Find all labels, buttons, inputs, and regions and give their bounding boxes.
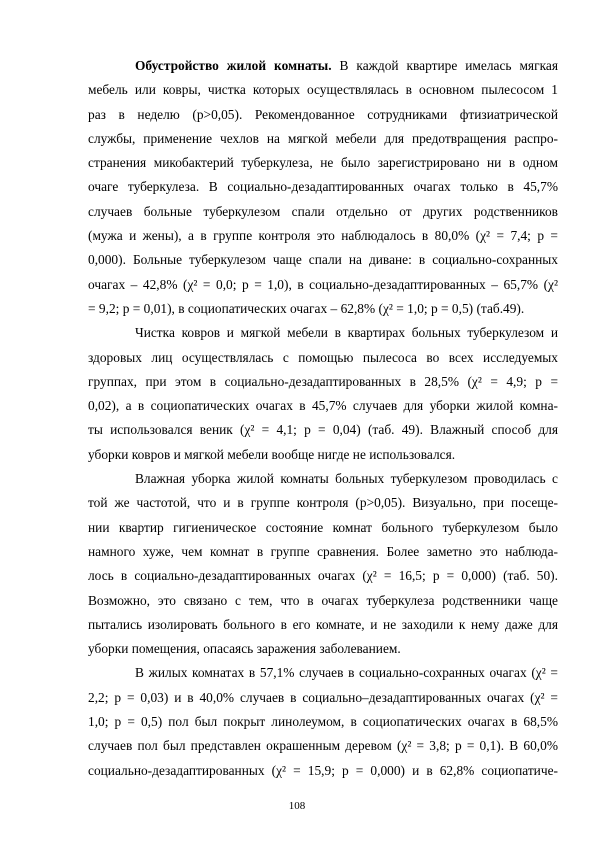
text-line: 1,0; р = 0,5) пол был покрыт линолеумом, в социопатических очагах в 68,5% <box>88 714 558 730</box>
text-line: раз в неделю (р>0,05). Рекомендованное сотрудниками фтизиатрической <box>88 106 558 122</box>
text-line: 0,02), а в социопатических очагах в 45,7% случаев для уборки жилой комна- <box>88 398 558 414</box>
text-line: случаев больные туберкулезом спали отдельно от других родственников <box>88 203 558 219</box>
section-heading: Обустройство жилой комнаты. <box>135 58 332 73</box>
text-line: пытались изолировать больного в его комнате, и не заходили к нему даже для <box>88 616 558 632</box>
text-line: уборки помещения, опасаясь заражения заболеванием. <box>88 641 401 657</box>
text-line: Чистка ковров и мягкой мебели в квартирах больных туберкулезом и <box>135 325 558 341</box>
text-line: (мужа и жены), а в группе контроля это наблюдалось в 80,0% (χ² = 7,4; р = <box>88 228 558 244</box>
text-line: лось в социально-дезадаптированных очагах (χ² = 16,5; р = 0,000) (таб. 50). <box>88 568 558 584</box>
text-line: = 9,2; р = 0,01), в социопатических очагах – 62,8% (χ² = 1,0; р = 0,5) (таб.49). <box>88 300 525 316</box>
text-line: Влажная уборка жилой комнаты больных туберкулезом проводилась с <box>135 471 558 487</box>
text-line: очаге туберкулеза. В социально-дезадаптированных очагах только в 45,7% <box>88 179 558 195</box>
text-line: намного хуже, чем комнат в группе сравнения. Более заметно это наблюда- <box>88 543 558 559</box>
text-line: здоровых лиц осуществлялась с помощью пылесоса во всех исследуемых <box>88 349 558 365</box>
text-line: социально-дезадаптированных (χ² = 15,9; р = 0,000) и в 62,8% социопатиче- <box>88 762 558 778</box>
page-number: 108 <box>288 800 306 812</box>
text-line: очагах – 42,8% (χ² = 0,0; р = 1,0), в социально-дезадаптированных – 65,7% (χ² <box>88 276 558 292</box>
text-line: странения микобактерий туберкулеза, не было зарегистрировано ни в одном <box>88 155 558 171</box>
text-line: той же частотой, что и в группе контроля (р>0,05). Визуально, при посеще- <box>88 495 558 511</box>
text-line: В жилых комнатах в 57,1% случаев в социально-сохранных очагах (χ² = <box>135 665 558 681</box>
text-line: ты использовался веник (χ² = 4,1; р = 0,04) (таб. 49). Влажный способ для <box>88 422 558 438</box>
text-line: Обустройство жилой комнаты. В каждой квартире имелась мягкая <box>135 58 558 73</box>
body-text <box>88 54 558 783</box>
text-line: 0,000). Больные туберкулезом чаще спали на диване: в социально-сохранных <box>88 252 558 268</box>
text-line: 2,2; р = 0,03) и в 40,0% случаев в социально–дезадаптированных очагах (χ² = <box>88 689 558 705</box>
text-line: мебель или ковры, чистка которых осуществлялась в основном пылесосом 1 <box>88 82 558 98</box>
text-line: группах, при этом в социально-дезадаптированных в 28,5% (χ² = 4,9; р = <box>88 373 558 389</box>
text-line: Возможно, это связано с тем, что в очагах туберкулеза родственники чаще <box>88 592 558 608</box>
text-line: службы, применение чехлов на мягкой мебели для предотвращения распро- <box>88 130 558 146</box>
text-line: случаев пол был представлен окрашенным деревом (χ² = 3,8; р = 0,1). В 60,0% <box>88 738 558 754</box>
text-line: нии квартир гигиеническое состояние комнат больного туберкулезом было <box>88 519 558 535</box>
text-line: уборки ковров и мягкой мебели вообще нигде не использовался. <box>88 446 456 462</box>
